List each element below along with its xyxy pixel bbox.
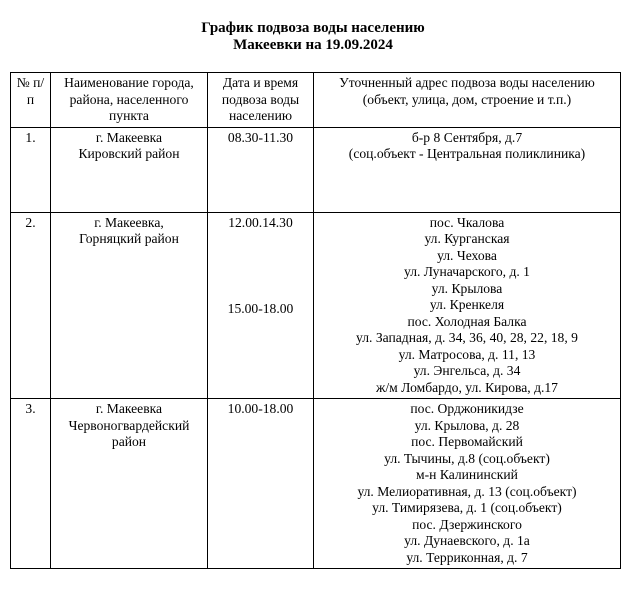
table-row bbox=[11, 399, 621, 569]
address-line: ул. Тимирязева, д. 1 (соц.объект) bbox=[372, 500, 562, 515]
address-line: ул. Крылова, д. 28 bbox=[414, 417, 520, 433]
time-slot: 10.00-18.00 bbox=[227, 401, 294, 416]
address-line: ул. Тычины, д.8 (соц.объект) bbox=[384, 450, 550, 466]
address-line: пос. Холодная Балка bbox=[407, 313, 527, 329]
row-time bbox=[208, 399, 314, 569]
city-name: г. Макеевка, bbox=[94, 214, 164, 230]
header-name: Наименование города, района, населенного пункта bbox=[51, 73, 208, 128]
address-line: ул. Западная, д. 34, 36, 40, 28, 22, 18, 9 bbox=[356, 330, 578, 345]
row-city bbox=[51, 399, 208, 569]
header-num: № п/п bbox=[11, 73, 51, 128]
address-line: ул. Мелиоративная, д. 13 (соц.объект) bbox=[357, 483, 577, 499]
header-address: Уточненный адрес подвоза воды населению (объект, улица, дом, строение и т.п.) bbox=[314, 73, 621, 128]
address-line: ул. Дунаевского, д. 1а bbox=[404, 533, 530, 548]
water-schedule-table bbox=[10, 72, 621, 569]
table-header-row bbox=[11, 73, 621, 128]
city-name: г. Макеевка bbox=[95, 129, 163, 145]
table-row bbox=[11, 127, 621, 212]
address-line: б-р 8 Сентября, д.7 bbox=[411, 129, 523, 145]
address-line: (соц.объект - Центральная поликлиника) bbox=[348, 146, 586, 161]
row-num: 3. bbox=[11, 399, 51, 569]
address-line: пос. Орджоникидзе bbox=[410, 401, 524, 416]
district-name: Червоногвардейский bbox=[68, 417, 190, 433]
address-line: ул. Луначарского, д. 1 bbox=[404, 264, 530, 279]
title-line-1: График подвоза воды населению bbox=[201, 20, 425, 36]
row-time bbox=[208, 127, 314, 212]
row-addresses bbox=[314, 127, 621, 212]
row-addresses bbox=[314, 212, 621, 399]
address-line: м-н Калининский bbox=[416, 467, 518, 482]
address-line: пос. Чкалова bbox=[429, 214, 505, 230]
address-line: ул. Энгельса, д. 34 bbox=[413, 363, 521, 378]
header-datetime: Дата и время подвоза воды населению bbox=[208, 73, 314, 128]
address-line: пос. Первомайский bbox=[411, 434, 523, 449]
row-num: 2. bbox=[11, 212, 51, 399]
address-line: пос. Дзержинского bbox=[412, 516, 522, 532]
district-name-suffix: район bbox=[111, 434, 147, 449]
row-time bbox=[208, 212, 314, 399]
district-name: Кировский район bbox=[78, 146, 180, 161]
address-line: ул. Чехова bbox=[437, 247, 497, 263]
title-line-2: Макеевки на 19.09.2024 bbox=[233, 37, 393, 53]
address-line: ул. Курганская bbox=[424, 231, 510, 246]
city-name: г. Макеевка bbox=[95, 401, 163, 416]
row-num: 1. bbox=[11, 127, 51, 212]
address-line: ул. Кренкеля bbox=[429, 297, 505, 312]
time-slot: 08.30-11.30 bbox=[227, 129, 294, 145]
time-slot: 12.00.14.30 bbox=[228, 214, 293, 230]
row-city bbox=[51, 127, 208, 212]
table-row bbox=[11, 212, 621, 399]
row-city bbox=[51, 212, 208, 399]
address-line: ж/м Ломбардо, ул. Кирова, д.17 bbox=[376, 379, 558, 395]
address-line: ул. Терриконная, д. 7 bbox=[406, 549, 528, 565]
address-line: ул. Матросова, д. 11, 13 bbox=[398, 346, 536, 362]
time-slot: 15.00-18.00 bbox=[227, 301, 294, 316]
district-name: Горняцкий район bbox=[79, 231, 179, 246]
row-addresses bbox=[314, 399, 621, 569]
address-line: ул. Крылова bbox=[431, 280, 503, 296]
document-title bbox=[0, 20, 626, 54]
